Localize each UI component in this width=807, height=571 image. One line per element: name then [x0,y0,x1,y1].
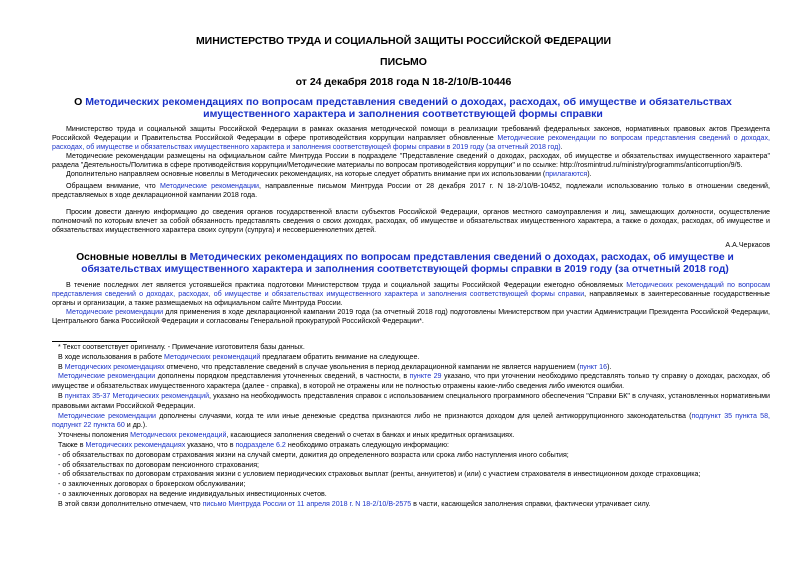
text: Министерство труда и социальной защиты Российской Федерации в рамках оказания методической помощи в реализации требований федеральных законов, нормативных правовых актов Президента Российской Федерации и Правительства Российской Федерации в сфере противодействия коррупции направляет обновленные [52,125,770,142]
document-type: ПИСЬМО [380,56,427,68]
text: Обращаем внимание, что [66,182,160,190]
intro-paragraph-4 [52,182,770,200]
recommendations-link-2[interactable]: Методические рекомендации [159,182,260,190]
note-link[interactable]: Методических рекомендаций [130,431,227,440]
note-link[interactable]: пунктах 35-37 Методических рекомендаций [64,391,210,400]
section-recommendations-link[interactable]: Методических рекомендаций по вопросам представления сведений о доходах, расходах, об имуществе и обязательствах имущественного характера и заполнения соответствующей формы справки [52,281,770,298]
signature: А.А.Черкасов [725,241,770,249]
note-8: В этой связи дополнительно отмечаем, что письмо Минтруда России от 11 апреля 2018 г. N 18-2/10/В-2575 в части, касающейся заполнения справки, фактически утрачивает силу. [58,499,651,508]
note-link[interactable]: пункте 29 [409,372,442,381]
document-date: от 24 декабря 2018 года N 18-2/10/В-10446 [295,76,512,88]
note-2: В Методических рекомендациях отмечено, что представление сведений в случае увольнения в период декларационной кампании не является нарушением (пункт 16). [58,362,612,371]
title-link[interactable]: Методических рекомендациях по вопросам представления сведений о доходах, расходах, об имуществе и обязательствах имущественного характера и заполнения соответствующей формы справки [85,96,732,120]
note-6: Уточнены положения Методических рекомендаций, касающиеся заполнения сведений о счетах в банках и иных кредитных организациях. [58,431,515,440]
bullet-3: - об обязательствах по договорам страхования жизни с условием периодических страховых выплат (ренты, аннуитетов) и (или) с участием страхователя в инвестиционном доходе страховщика; [58,470,701,479]
notes-list [52,343,770,510]
bullet-4: - о заключенных договорах о брокерском обслуживании; [58,480,246,489]
intro-paragraph-3 [52,170,770,179]
document-title [63,96,743,120]
recommendations-link[interactable]: Методические рекомендации по вопросам представления сведений о доходах, расходах, об имуществе и обязательствах имущественного характера и заполнения соответствующей формы справки в 2019 году (за отчетный 2018 год) [52,133,771,151]
text: . [560,142,563,151]
title-prefix: О [74,96,86,108]
text: , направленные письмом Минтруда России от 28 декабря 2017 г. N 18-2/10/В-10452, подлежали использованию только в отношении сведений, представляемых в ходе декларационной кампании 2018 года. [52,182,770,199]
note-link[interactable]: подпункт 35 пункта 58, подпункт 22 пункта 60 [52,411,770,430]
text: для применения в ходе декларационной кампании 2019 года (за отчетный 2018 год) подготовлены Министерством при участии Администрации Президента Российской Федерации, Центрального банка Российской Федерации и согласованы Генеральной прокуратурой Российской Федерации*. [52,308,770,325]
intro-paragraph-2: Методические рекомендации размещены на официальном сайте Минтруда России в подразделе "Представление сведений о доходах, расходах, об имуществе и обязательствах имущественного характера" раздела "Деятельность/Политика в сфере противодействия коррупции/Методические материалы по вопросам противодействия коррупции" и по ссылке: http://rosmintrud.ru/ministry/programms/anticorruption/9/5. [52,152,770,169]
section-title-link[interactable]: Методических рекомендациях по вопросам представления сведений о доходах, расходах, об имуществе и обязательствах имущественного характера и заполнения соответствующей формы справки в 2019 году (за отчетный 2018 год) [81,252,734,275]
attachment-link[interactable]: прилагаются [545,170,588,178]
note-link[interactable]: Методических рекомендациях [85,440,186,449]
note-link[interactable]: Методических рекомендациях [64,362,165,371]
note-link[interactable]: письмо Минтруда России от 11 апреля 2018 г. N 18-2/10/В-2575 [202,499,412,508]
text: В течение последних лет является устоявшейся практика подготовки Министерством труда и социальной защиты Российской Федерации ежегодно обновляемых [66,281,627,289]
footnote-divider [52,341,137,342]
note-5: Методические рекомендации дополнены случаями, когда те или иные денежные средства признаются либо не признаются доходом для целей антикоррупционного законодательства (подпункт 35 пункта 58, подпункт 22 пункта 60 и др.). [52,411,770,430]
section-paragraph-2 [52,308,770,326]
intro-paragraph-1 [52,125,770,151]
note-7: Также в Методических рекомендациях указано, что в подразделе 6.2 необходимо отражать следующую информацию: [58,440,450,449]
ministry-heading: МИНИСТЕРСТВО ТРУДА И СОЦИАЛЬНОЙ ЗАЩИТЫ РОССИЙСКОЙ ФЕДЕРАЦИИ [195,35,612,47]
bullet-5: - о заключенных договорах на ведение индивидуальных инвестиционных счетов. [58,489,327,498]
note-link[interactable]: Методических рекомендаций [164,352,261,361]
intro-paragraph-5: Просим довести данную информацию до сведения органов государственной власти субъектов Российской Федерации, органов местного самоуправления и лиц, замещающих должности, осуществление полномочий по которым влечет за собой обязанность представлять сведения о своих доходах, расходах, об имуществе и обязательствах имущественного характера, а также о доходах, расходах, об имуществе и обязательствах имущественного характера своих супруги (супруга) и несовершеннолетних детей. [52,208,770,234]
note-link[interactable]: подразделе 6.2 [235,440,286,449]
note-1: В ходе использования в работе Методических рекомендаций предлагаем обратить внимание на следующее. [58,352,420,361]
section-paragraph-1 [52,281,770,307]
section-title [40,252,770,276]
note-link[interactable]: Методические рекомендации [58,372,156,381]
note-link[interactable]: Методические рекомендации [58,411,157,420]
section-recommendations-link-2[interactable]: Методические рекомендации [66,308,164,316]
bullet-2: - об обязательствах по договорам пенсионного страхования; [58,460,260,469]
text: Дополнительно направляем основные новеллы в Методических рекомендациях, на которые следует обратить внимание при их использовании ( [66,170,546,178]
note-link[interactable]: пункт 16 [579,362,608,371]
bullet-1: - об обязательствах по договорам страхования жизни на случай смерти, дожития до определенного возраста или срока либо наступления иного события; [58,450,569,459]
note-3: Методические рекомендации дополнены порядком представления уточненных сведений, в частности, в пункте 29 указано, что при уточнении необходимо представлять только ту справку о доходах, расходах, об имуществе и обязательствах имущественного характера (далее - справка), в которой не отражены или не полностью отражены какие-либо сведения либо имеются ошибки. [52,372,770,391]
text: ). [587,170,592,178]
text: , направляемых в заинтересованные государственные органы и организации, а также размещаемых на официальном сайте Минтруда России. [52,289,771,307]
text: Основные новеллы в [76,252,190,263]
footnote: * Текст соответствует оригиналу. - Примечание изготовителя базы данных. [58,343,305,351]
note-4: В пунктах 35-37 Методических рекомендаций, указано на необходимость представления справок с использованием специального программного обеспечения "Справки БК" в случаях, установленных нормативными правовыми актами Российской Федерации. [52,391,770,410]
